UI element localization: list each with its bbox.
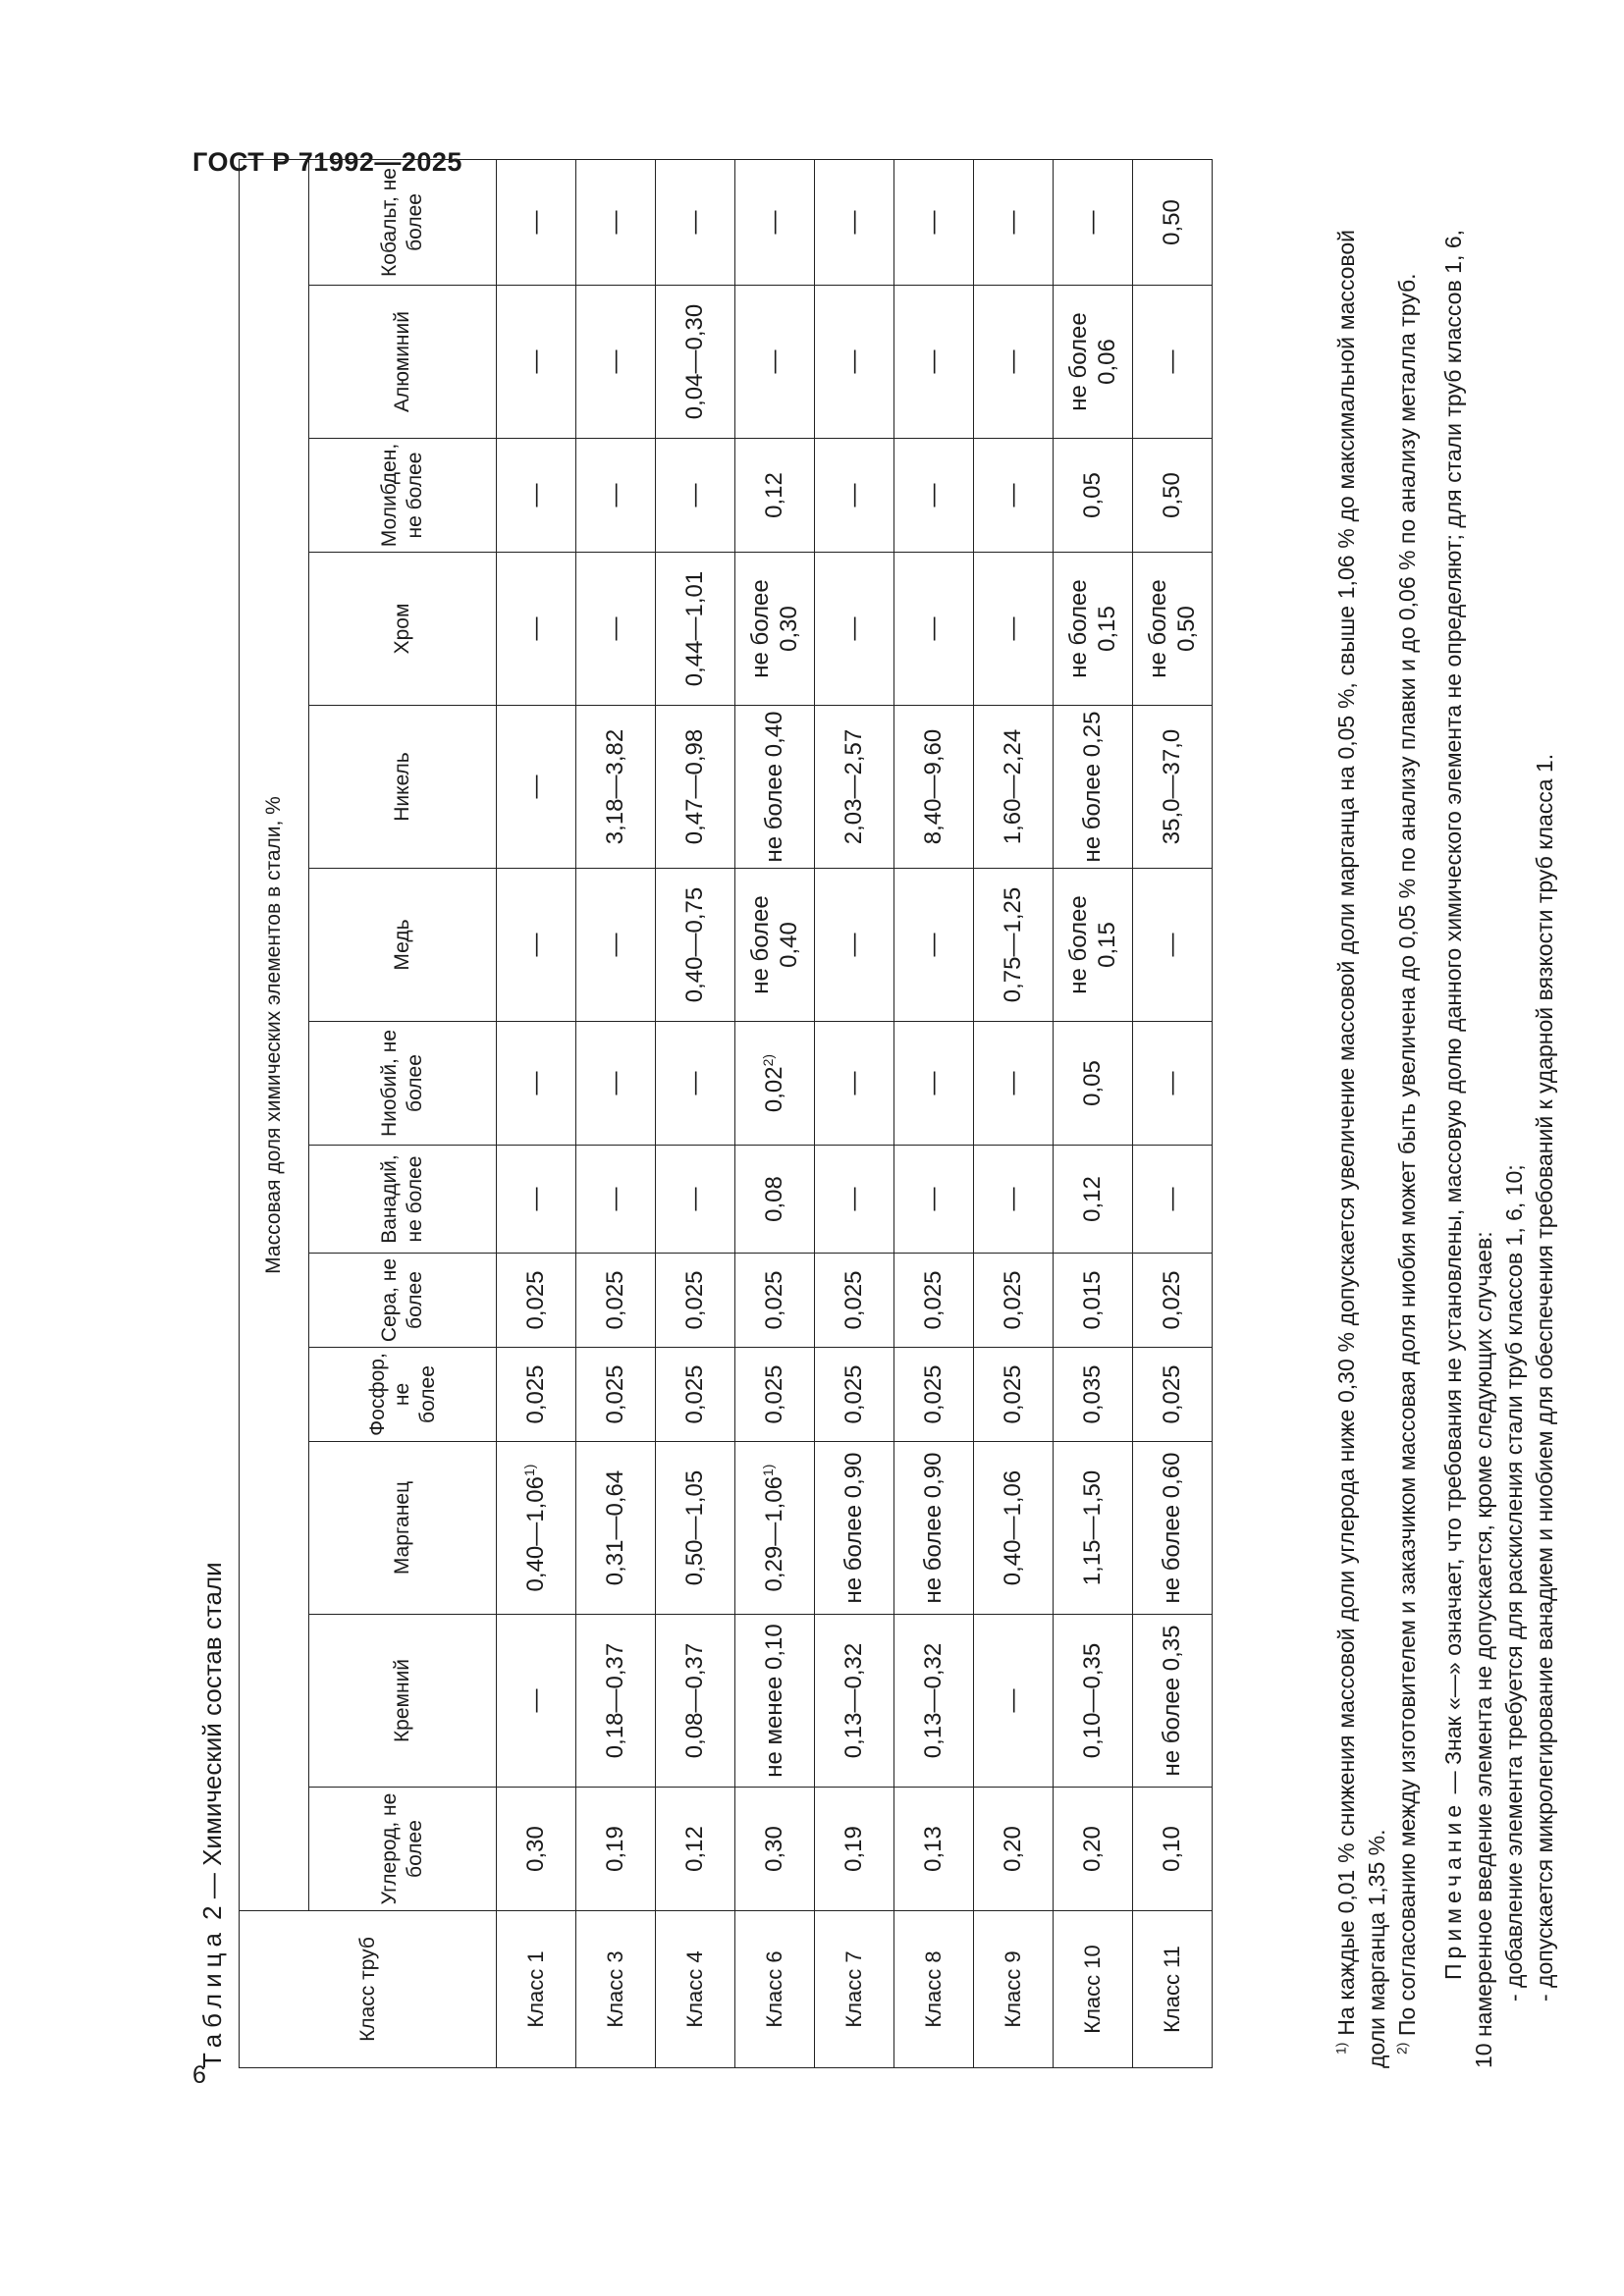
cell-carbon: 0,13 [894,1788,974,1911]
footnote-text: По согласованию между изготовителем и заказчиком массовая доля ниобия может быть увеличена до 0,05 % по анализу плавки и до 0,06 % по анализу металла труб. [1394,273,1420,2037]
cell-vanadium: — [974,1146,1054,1254]
cell-copper: не более 0,15 [1054,869,1133,1022]
cell-class: Класс 6 [735,1911,815,2068]
cell-nickel: 3,18—3,82 [576,706,656,869]
cell-manganese-value: не более 0,90 [840,1452,868,1604]
cell-manganese [894,1442,974,1615]
cell-vanadium: — [815,1146,894,1254]
cell-copper: — [497,869,576,1022]
header-silicon: Кремний [309,1615,497,1788]
cell-sulfur: 0,025 [735,1254,815,1348]
cell-chromium: 0,44—1,01 [656,553,735,706]
note-label: Примечание [1440,1799,1466,1980]
cell-nickel: 0,47—0,98 [656,706,735,869]
cell-phosphorus: 0,025 [656,1348,735,1442]
cell-manganese-value: 1,15—1,50 [1079,1469,1107,1586]
cell-silicon: — [497,1615,576,1788]
footnote-text: На каждые 0,01 % снижения массовой доли углерода ниже 0,30 % допускается увеличение массовой доли марганца на 0,05 %, свыше 1,06 % до максимальной массовой доли марганца 1,35 %. [1333,229,1389,2068]
cell-manganese [735,1442,815,1615]
cell-vanadium: — [894,1146,974,1254]
footnote-ref: 1) [760,1464,777,1477]
cell-manganese [576,1442,656,1615]
cell-phosphorus: 0,025 [497,1348,576,1442]
cell-class: Класс 11 [1133,1911,1213,2068]
table-row [1054,159,1133,2067]
cell-vanadium: — [576,1146,656,1254]
cell-aluminium: не более 0,06 [1054,286,1133,439]
cell-niobium-value: — [1159,1071,1186,1095]
cell-manganese-value: 0,50—1,05 [681,1469,709,1586]
cell-vanadium: 0,12 [1054,1146,1133,1254]
cell-phosphorus: 0,025 [576,1348,656,1442]
cell-aluminium: — [497,286,576,439]
cell-nickel: 8,40—9,60 [894,706,974,869]
cell-sulfur: 0,015 [1054,1254,1133,1348]
cell-aluminium: — [735,286,815,439]
cell-niobium-value: — [681,1071,709,1095]
cell-niobium [815,1022,894,1146]
cell-niobium-value: — [840,1071,868,1095]
chemical-composition-table [239,159,1213,2068]
cell-aluminium: 0,04—0,30 [656,286,735,439]
cell-nickel: — [497,706,576,869]
table-caption [192,1562,232,2068]
cell-molybdenum: — [576,439,656,553]
table-row [656,159,735,2067]
header-molybdenum: Молибден, не более [309,439,497,553]
cell-niobium-value: 0,02 [761,1066,788,1113]
cell-carbon: 0,30 [497,1788,576,1911]
table-notes [1331,230,1560,2068]
cell-molybdenum: — [656,439,735,553]
cell-copper: — [1133,869,1213,1022]
footnote-1 [1331,230,1392,2068]
cell-molybdenum: — [815,439,894,553]
cell-manganese [1054,1442,1133,1615]
cell-carbon: 0,20 [1054,1788,1133,1911]
cell-sulfur: 0,025 [656,1254,735,1348]
cell-sulfur: 0,025 [497,1254,576,1348]
header-element-group: Массовая доля химических элементов в стали, % [240,159,309,1910]
cell-cobalt: — [1054,159,1133,285]
cell-silicon: — [974,1615,1054,1788]
cell-molybdenum: — [894,439,974,553]
cell-carbon: 0,20 [974,1788,1054,1911]
cell-aluminium: — [815,286,894,439]
table-caption-title: 2 — Химический состав стали [197,1562,227,1920]
cell-carbon: 0,19 [815,1788,894,1911]
cell-silicon: не более 0,35 [1133,1615,1213,1788]
cell-nickel: не более 0,25 [1054,706,1133,869]
cell-niobium-value: — [920,1071,947,1095]
rotated-table-page [192,168,1557,2068]
cell-niobium-value: — [602,1071,629,1095]
cell-class: Класс 3 [576,1911,656,2068]
cell-class: Класс 10 [1054,1911,1133,2068]
cell-niobium-value: — [522,1071,550,1095]
footnote-ref: 1) [521,1464,538,1477]
cell-chromium: не более 0,15 [1054,553,1133,706]
page-number: 6 [192,2061,206,2089]
cell-copper: не более 0,40 [735,869,815,1022]
cell-niobium [1054,1022,1133,1146]
header-niobium: Ниобий, не более [309,1022,497,1146]
cell-silicon: 0,08—0,37 [656,1615,735,1788]
cell-chromium: не более 0,50 [1133,553,1213,706]
cell-phosphorus: 0,025 [1133,1348,1213,1442]
cell-cobalt: — [656,159,735,285]
header-vanadium: Ванадий, не более [309,1146,497,1254]
note-text: — Знак «—» означает, что требования не установлены, массовую долю данного химического элемента не определяют; для стали труб классов 1, 6, 10 намеренное введение элемента не допускается, кроме следующих случаев: [1440,229,1496,2068]
cell-phosphorus: 0,025 [974,1348,1054,1442]
cell-cobalt: — [815,159,894,285]
cell-silicon: 0,18—0,37 [576,1615,656,1788]
cell-carbon: 0,30 [735,1788,815,1911]
header-copper: Медь [309,869,497,1022]
note-bullet: - допускается микролегирование ванадием и ниобием для обеспечения требований к ударной вязкости труб класса 1. [1532,753,1557,2002]
cell-sulfur: 0,025 [815,1254,894,1348]
cell-molybdenum: — [974,439,1054,553]
cell-manganese-value: 0,40—1,06 [522,1476,550,1592]
cell-aluminium: — [894,286,974,439]
cell-chromium: не более 0,30 [735,553,815,706]
note-paragraph [1438,230,1499,2068]
cell-manganese-value: не более 0,90 [920,1452,947,1604]
cell-chromium: — [497,553,576,706]
table-row [497,159,576,2067]
cell-phosphorus: 0,025 [815,1348,894,1442]
cell-chromium: — [815,553,894,706]
cell-nickel: не более 0,40 [735,706,815,869]
cell-copper: — [894,869,974,1022]
header-manganese: Марганец [309,1442,497,1615]
cell-manganese [815,1442,894,1615]
cell-chromium: — [974,553,1054,706]
footnote-2 [1392,230,1423,2068]
cell-silicon: 0,13—0,32 [815,1615,894,1788]
cell-cobalt: — [735,159,815,285]
footnote-ref: 2) [760,1053,777,1067]
cell-chromium: — [894,553,974,706]
cell-cobalt: — [974,159,1054,285]
cell-niobium [576,1022,656,1146]
cell-sulfur: 0,025 [576,1254,656,1348]
cell-aluminium: — [974,286,1054,439]
header-carbon: Углерод, не более [309,1788,497,1911]
cell-vanadium: — [656,1146,735,1254]
cell-manganese-value: 0,29—1,06 [761,1476,788,1592]
cell-phosphorus: 0,035 [1054,1348,1133,1442]
table-row [815,159,894,2067]
cell-copper: 0,75—1,25 [974,869,1054,1022]
cell-class: Класс 9 [974,1911,1054,2068]
cell-niobium [974,1022,1054,1146]
cell-cobalt: — [497,159,576,285]
cell-manganese [974,1442,1054,1615]
cell-cobalt: — [576,159,656,285]
cell-manganese [497,1442,576,1615]
header-nickel: Никель [309,706,497,869]
cell-class: Класс 7 [815,1911,894,2068]
cell-phosphorus: 0,025 [735,1348,815,1442]
cell-carbon: 0,12 [656,1788,735,1911]
cell-molybdenum: — [497,439,576,553]
table-row [894,159,974,2067]
cell-nickel: 35,0—37,0 [1133,706,1213,869]
cell-niobium [656,1022,735,1146]
cell-copper: — [576,869,656,1022]
cell-aluminium: — [1133,286,1213,439]
table-row [974,159,1054,2067]
cell-manganese-value: не более 0,60 [1159,1452,1186,1604]
cell-niobium [1133,1022,1213,1146]
table-row [735,159,815,2067]
cell-class: Класс 4 [656,1911,735,2068]
cell-molybdenum: 0,50 [1133,439,1213,553]
cell-cobalt: — [894,159,974,285]
cell-sulfur: 0,025 [974,1254,1054,1348]
header-chromium: Хром [309,553,497,706]
cell-sulfur: 0,025 [894,1254,974,1348]
cell-manganese [656,1442,735,1615]
cell-aluminium: — [576,286,656,439]
cell-nickel: 1,60—2,24 [974,706,1054,869]
cell-niobium-value: — [1000,1071,1027,1095]
cell-class: Класс 8 [894,1911,974,2068]
cell-vanadium: — [1133,1146,1213,1254]
cell-silicon: 0,13—0,32 [894,1615,974,1788]
table-caption-label: Таблица [197,1927,227,2068]
cell-chromium: — [576,553,656,706]
cell-phosphorus: 0,025 [894,1348,974,1442]
note-bullet: - добавление элемента требуется для раскисления стали труб классов 1, 6, 10; [1501,1164,1527,2002]
table-row [576,159,656,2067]
header-pipe-class: Класс труб [240,1911,497,2068]
cell-niobium [735,1022,815,1146]
cell-cobalt: 0,50 [1133,159,1213,285]
cell-silicon: не менее 0,10 [735,1615,815,1788]
cell-molybdenum: 0,12 [735,439,815,553]
cell-sulfur: 0,025 [1133,1254,1213,1348]
cell-manganese [1133,1442,1213,1615]
cell-nickel: 2,03—2,57 [815,706,894,869]
cell-vanadium: — [497,1146,576,1254]
cell-vanadium: 0,08 [735,1146,815,1254]
cell-copper: 0,40—0,75 [656,869,735,1022]
document-header: ГОСТ Р 71992—2025 [192,147,462,177]
footnote-mark: 1) [1332,2042,1349,2055]
cell-niobium [894,1022,974,1146]
header-sulfur: Сера, не более [309,1254,497,1348]
table-row [1133,159,1213,2067]
cell-niobium-value: 0,05 [1079,1060,1107,1106]
footnote-mark: 2) [1393,2042,1410,2055]
cell-carbon: 0,10 [1133,1788,1213,1911]
header-phosphorus: Фосфор, не более [309,1348,497,1442]
cell-manganese-value: 0,31—0,64 [602,1469,629,1586]
cell-copper: — [815,869,894,1022]
cell-class: Класс 1 [497,1911,576,2068]
cell-carbon: 0,19 [576,1788,656,1911]
cell-molybdenum: 0,05 [1054,439,1133,553]
cell-manganese-value: 0,40—1,06 [1000,1469,1027,1586]
header-cobalt: Кобальт, не более [309,159,497,285]
cell-silicon: 0,10—0,35 [1054,1615,1133,1788]
cell-niobium [497,1022,576,1146]
header-aluminium: Алюминий [309,286,497,439]
